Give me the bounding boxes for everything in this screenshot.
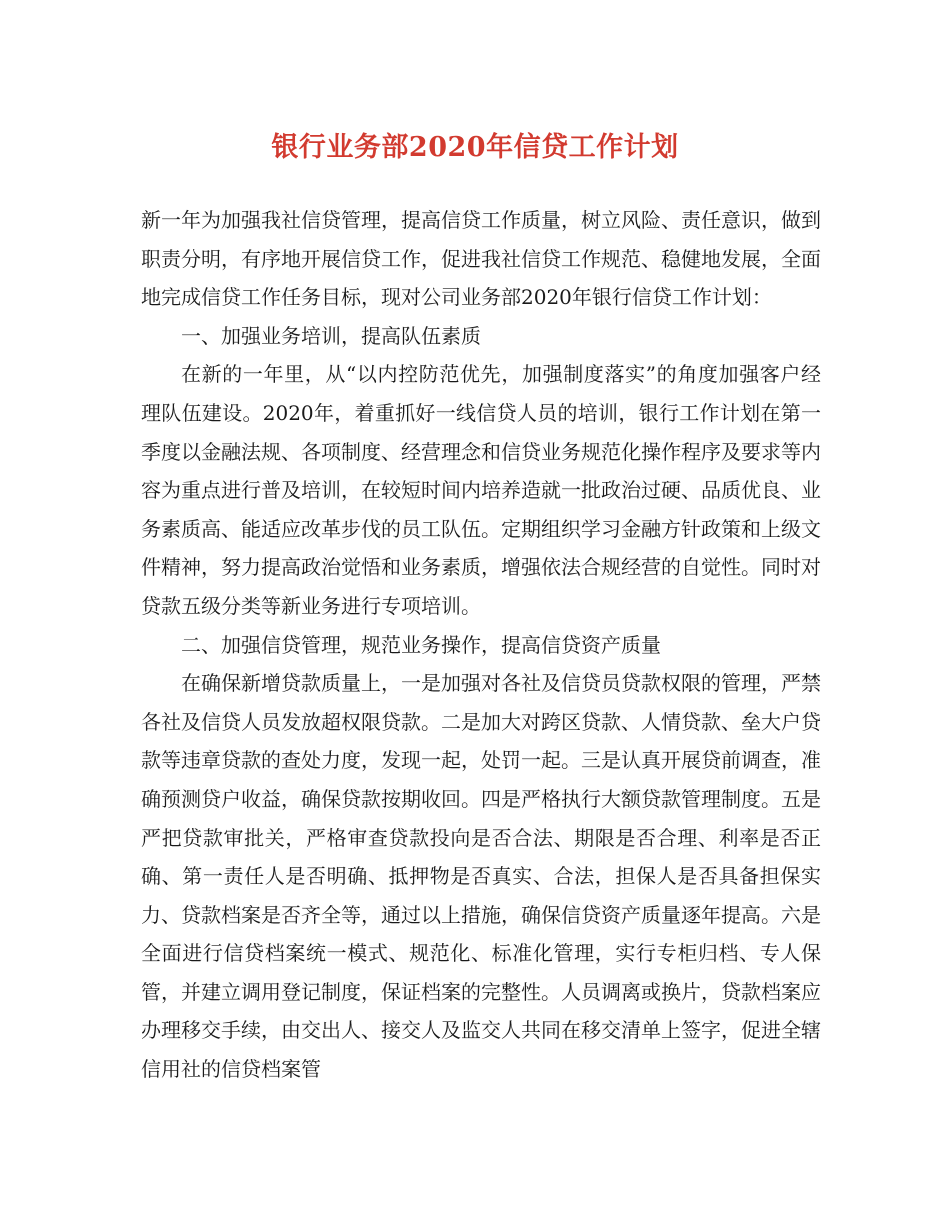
document-title: 银行业务部2020年信贷工作计划: [271, 132, 679, 163]
section-paragraph-2: 在确保新增贷款质量上，一是加强对各社及信贷员贷款权限的管理，严禁各社及信贷人员发放超权限贷款。二是加大对跨区贷款、人情贷款、垒大户贷款等违章贷款的查处力度，发现一起，处罚一起。三是认真开展贷前调查，准确预测贷户收益，确保贷款按期收回。四是严格执行大额贷款管理制度。五是严把贷款审批关，严格审查贷款投向是否合法、期限是否合理、利率是否正确、第一责任人是否明确、抵押物是否真实、合法，担保人是否具备担保实力、贷款档案是否齐全等，通过以上措施，确保信贷资产质量逐年提高。六是全面进行信贷档案统一模式、规范化、标准化管理，实行专柜归档、专人保管，并建立调用登记制度，保证档案的完整性。人员调离或换片，贷款档案应办理移交手续，由交出人、接交人及监交人共同在移交清单上签字，促进全辖信用社的信贷档案管: [141, 671, 821, 1082]
intro-paragraph: 新一年为加强我社信贷管理，提高信贷工作质量，树立风险、责任意识，做到职责分明，有序地开展信贷工作，促进我社信贷工作规范、稳健地发展，全面地完成信贷工作任务目标，现对公司业务部2020年银行信贷工作计划：: [141, 208, 821, 310]
document-body: [141, 201, 821, 1089]
section-paragraph-1: 在新的一年里，从“以内控防范优先，加强制度落实”的角度加强客户经理队伍建设。2020年，着重抓好一线信贷人员的培训，银行工作计划在第一季度以金融法规、各项制度、经营理念和信贷业务规范化操作程序及要求等内容为重点进行普及培训，在较短时间内培养造就一批政治过硬、品质优良、业务素质高、能适应改革步伐的员工队伍。定期组织学习金融方针政策和上级文件精神，努力提高政治觉悟和业务素质，增强依法合规经营的自觉性。同时对贷款五级分类等新业务进行专项培训。: [141, 362, 821, 618]
section-heading-1: 一、加强业务培训，提高队伍素质: [181, 323, 481, 348]
section-heading-2: 二、加强信贷管理，规范业务操作，提高信贷资产质量: [181, 632, 661, 657]
